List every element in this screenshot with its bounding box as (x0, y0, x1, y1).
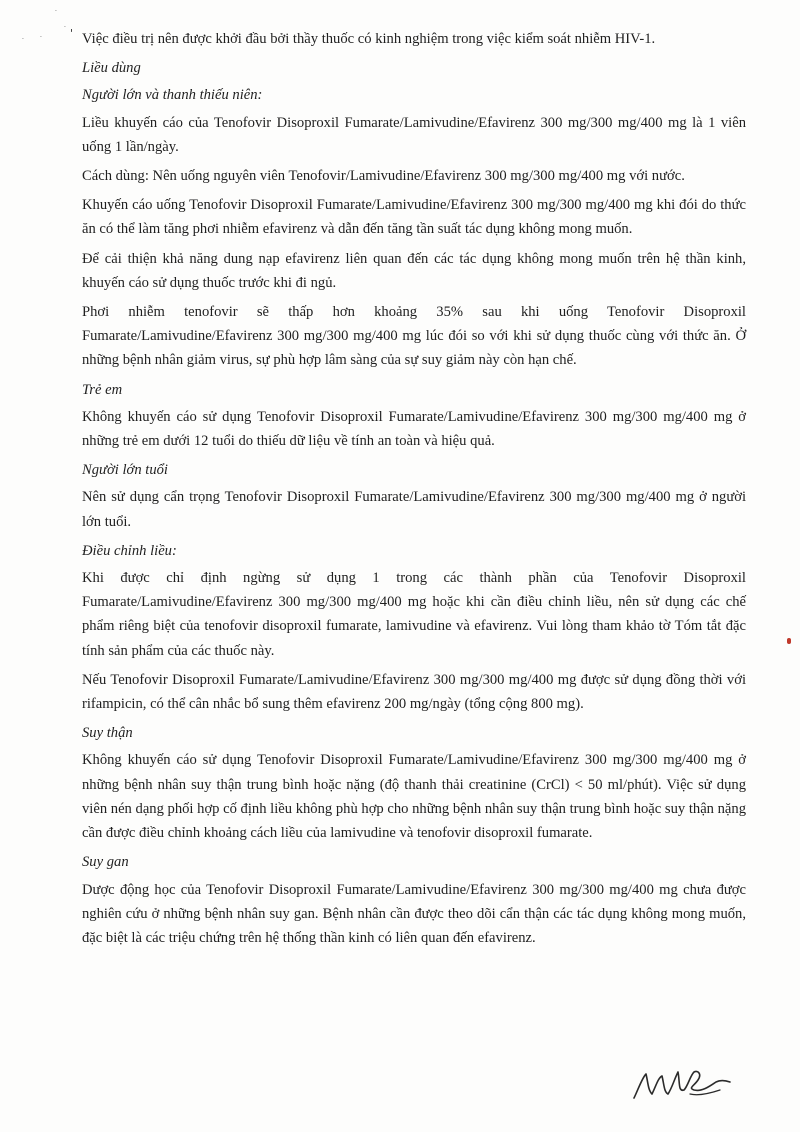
scan-dot: · (64, 24, 66, 31)
subsection-heading-hepatic: Suy gan (82, 854, 129, 871)
paragraph: Khuyến cáo uống Tenofovir Disoproxil Fumarate/Lamivudine/Efavirenz 300 mg/300 mg/400 mg khi đói do thức ăn có thể làm tăng phơi nhiễm efavirenz và dẫn đến tăng tần suất tác dụng không mong muốn. (82, 197, 746, 238)
paragraph: Phơi nhiễm tenofovir sẽ thấp hơn khoảng 35% sau khi uống Tenofovir Disoproxil Fumarate/Lamivudine/Efavirenz 300 mg/300 mg/400 mg lúc đói so với khi sử dụng thuốc cùng với thức ăn. Ở những bệnh nhân giảm virus, sự phù hợp lâm sàng của sự suy giảm này còn hạn chế. (82, 304, 746, 369)
paragraph: Nếu Tenofovir Disoproxil Fumarate/Lamivudine/Efavirenz 300 mg/300 mg/400 mg được sử dụng đồng thời với rifampicin, có thể cân nhắc bổ sung thêm efavirenz 200 mg/ngày (tổng cộng 800 mg). (82, 671, 746, 713)
paragraph: Liều khuyến cáo của Tenofovir Disoproxil Fumarate/Lamivudine/Efavirenz 300 mg/300 mg/400 mg là 1 viên uống 1 lần/ngày. (82, 114, 746, 155)
edge-ink-mark (787, 638, 791, 644)
subsection-heading-dose-adjustment: Điều chỉnh liều: (82, 542, 177, 559)
paragraph: Nên sử dụng cẩn trọng Tenofovir Disoproxil Fumarate/Lamivudine/Efavirenz 300 mg/300 mg/400 mg ở người lớn tuổi. (82, 489, 746, 530)
handwritten-initials (628, 1060, 738, 1110)
paragraph: Để cải thiện khả năng dung nạp efavirenz liên quan đến các tác dụng không mong muốn trên hệ thần kinh, khuyến cáo sử dụng thuốc trước khi đi ngủ. (82, 250, 746, 291)
section-heading-dosage: Liều dùng (82, 60, 141, 77)
subsection-heading-adults: Người lớn và thanh thiếu niên: (82, 87, 263, 104)
paragraph: Khi được chỉ định ngừng sử dụng 1 trong các thành phần của Tenofovir Disoproxil Fumarate/Lamivudine/Efavirenz 300 mg/300 mg/400 mg hoặc khi cần điều chỉnh liều, nên sử dụng các chế phẩm riêng biệt của tenofovir disoproxil fumarate, lamivudine và efavirenz. Vui lòng tham khảo tờ Tóm tắt đặc tính sản phẩm của các thuốc này. (82, 570, 746, 659)
scan-tick: ' (70, 27, 74, 40)
scan-dot: · (22, 36, 24, 43)
subsection-heading-renal: Suy thận (82, 725, 133, 742)
intro-paragraph: Việc điều trị nên được khởi đầu bởi thầy thuốc có kinh nghiệm trong việc kiểm soát nhiễm HIV-1. (82, 31, 656, 47)
document-body (82, 27, 746, 955)
paragraph: Không khuyến cáo sử dụng Tenofovir Disoproxil Fumarate/Lamivudine/Efavirenz 300 mg/300 mg/400 mg ở những bệnh nhân suy thận trung bình hoặc nặng (độ thanh thải creatinine (CrCl) < 50 ml/phút). Việc sử dụng viên nén dạng phối hợp cố định liều không phù hợp cho những bệnh nhân suy thận trung bình hoặc suy thận nặng cần được điều chỉnh khoảng cách liều của lamivudine và tenofovir disoproxil fumarate. (82, 752, 746, 842)
paragraph: Cách dùng: Nên uống nguyên viên Tenofovir/Lamivudine/Efavirenz 300 mg/300 mg/400 mg với nước. (82, 168, 685, 185)
scan-dot: · (55, 8, 57, 15)
subsection-heading-elderly: Người lớn tuổi (82, 462, 168, 479)
paragraph: Dược động học của Tenofovir Disoproxil Fumarate/Lamivudine/Efavirenz 300 mg/300 mg/400 mg chưa được nghiên cứu ở những bệnh nhân suy gan. Bệnh nhân cần được theo dõi cẩn thận các tác dụng không mong muốn, đặc biệt là các triệu chứng trên hệ thống thần kinh có liên quan đến efavirenz. (82, 881, 746, 946)
paragraph: Không khuyến cáo sử dụng Tenofovir Disoproxil Fumarate/Lamivudine/Efavirenz 300 mg/300 mg/400 mg ở những trẻ em dưới 12 tuổi do thiếu dữ liệu về tính an toàn và hiệu quả. (82, 408, 746, 450)
subsection-heading-children: Trẻ em (82, 381, 123, 398)
scan-dot: · (40, 34, 42, 41)
